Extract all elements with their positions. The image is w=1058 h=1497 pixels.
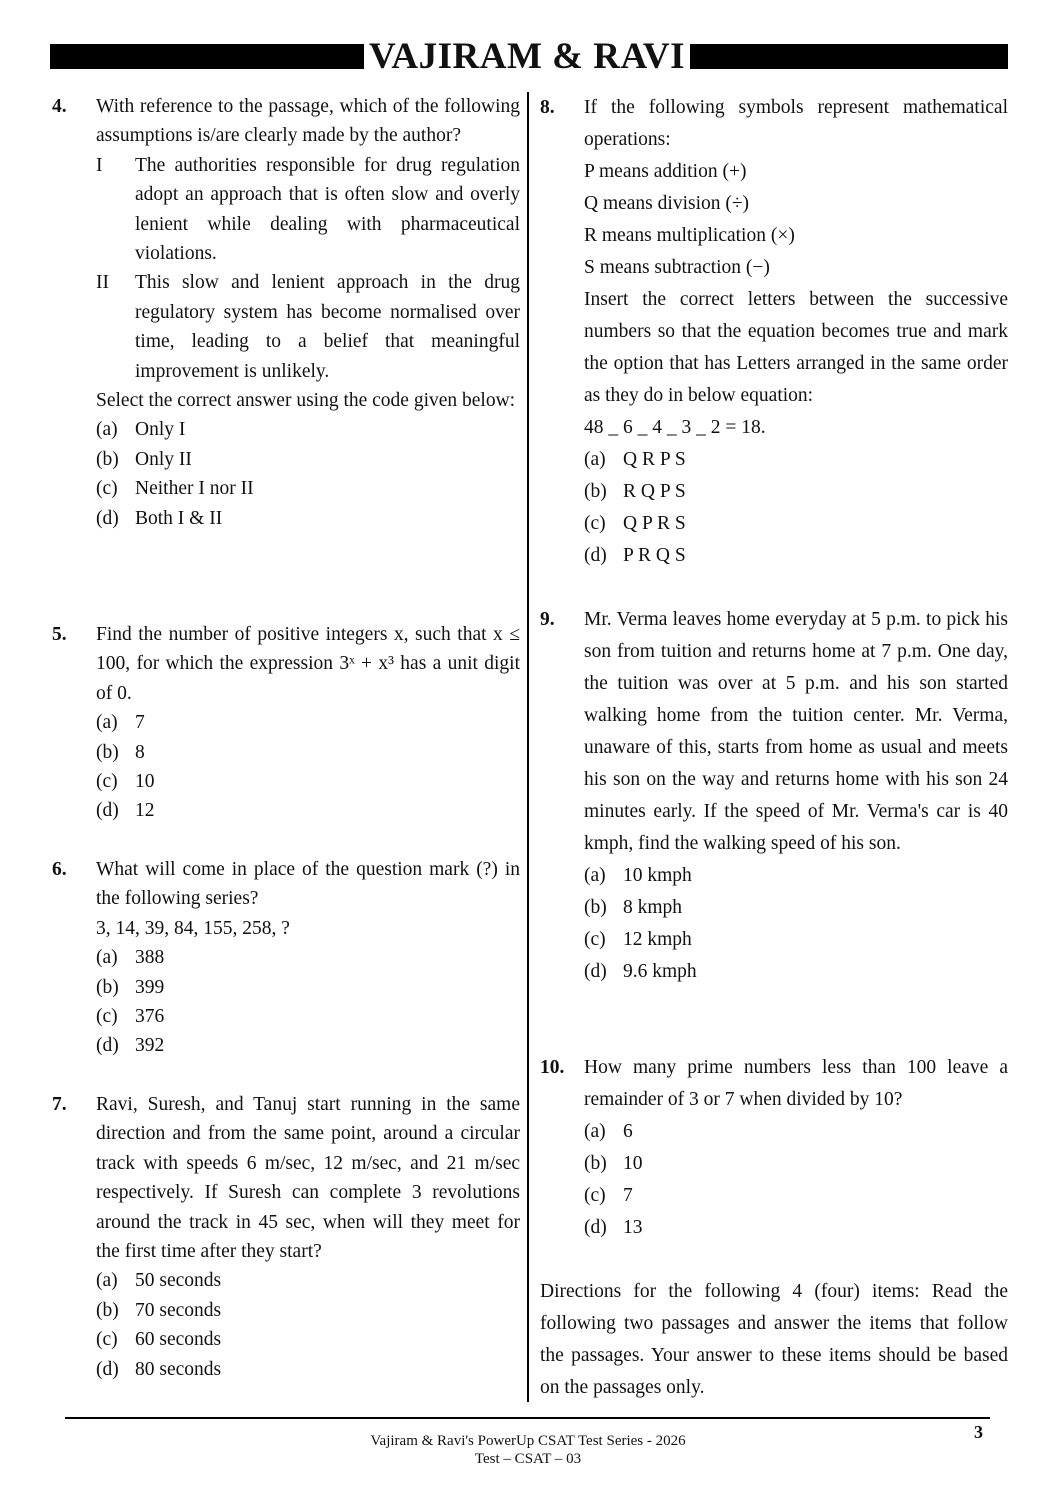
option-text: 50 seconds bbox=[135, 1270, 222, 1292]
question-text: Insert the correct letters between the successive numbers so that the equation becomes true and mark the option that has Letters arranged in the same order as they do in below equation: bbox=[584, 289, 1008, 406]
question-text: S means subtraction (−) bbox=[584, 257, 770, 278]
option-label: (c) bbox=[96, 1329, 118, 1351]
option-d bbox=[96, 1355, 520, 1384]
option-label: (b) bbox=[584, 1153, 607, 1174]
option-text: R Q P S bbox=[623, 481, 686, 502]
option-label: (a) bbox=[96, 1270, 118, 1292]
option-text: Only I bbox=[135, 419, 186, 441]
option-text: Only II bbox=[135, 448, 192, 470]
option-b bbox=[584, 1148, 1008, 1180]
option-label: (d) bbox=[96, 507, 119, 529]
option-text: Q R P S bbox=[623, 449, 686, 470]
option-label: (a) bbox=[96, 419, 118, 441]
option-text: 7 bbox=[135, 712, 145, 734]
question-9 bbox=[538, 604, 1008, 988]
footer-series: Vajiram & Ravi's PowerUp CSAT Test Series - 2026 bbox=[370, 1433, 686, 1449]
option-label: (d) bbox=[584, 545, 607, 566]
question-body bbox=[96, 92, 520, 533]
option-b bbox=[96, 973, 520, 1002]
option-text: 10 bbox=[135, 771, 155, 793]
question-body bbox=[584, 604, 1008, 988]
question-body bbox=[96, 1090, 520, 1384]
option-b bbox=[96, 445, 520, 474]
question-number: 8. bbox=[540, 97, 555, 118]
option-label: (b) bbox=[584, 481, 607, 502]
option-c bbox=[96, 474, 520, 503]
option-text: 7 bbox=[623, 1185, 633, 1206]
option-d bbox=[96, 504, 520, 533]
option-label: (b) bbox=[96, 1299, 119, 1321]
option-text: 12 bbox=[135, 800, 155, 822]
option-label: (c) bbox=[96, 771, 118, 793]
option-b bbox=[96, 1296, 520, 1325]
header-bar-left bbox=[50, 44, 364, 69]
option-text: Both I & II bbox=[135, 507, 223, 529]
question-number: 5. bbox=[52, 624, 67, 645]
directions-text: Directions for the following 4 (four) items: Read the following two passages and answer the items that follow the passages. Your answer to these items should be based on the passages only. bbox=[540, 1281, 1008, 1398]
option-a bbox=[96, 943, 520, 972]
option-text: 8 kmph bbox=[623, 897, 683, 918]
option-label: (a) bbox=[584, 865, 606, 886]
option-text: 10 bbox=[623, 1153, 643, 1174]
question-instruction: Select the correct answer using the code given below: bbox=[96, 390, 516, 412]
question-number: 4. bbox=[52, 96, 67, 117]
footer-test: Test – CSAT – 03 bbox=[474, 1451, 582, 1467]
option-label: (d) bbox=[96, 1358, 119, 1380]
option-d bbox=[584, 1212, 1008, 1244]
question-number: 10. bbox=[540, 1057, 565, 1078]
question-5 bbox=[50, 620, 520, 826]
option-label: (c) bbox=[584, 1185, 606, 1206]
option-label: (c) bbox=[584, 929, 606, 950]
option-label: (b) bbox=[584, 897, 607, 918]
statement bbox=[96, 151, 520, 269]
question-6 bbox=[50, 855, 520, 1061]
question-text: Find the number of positive integers x, such that x ≤ 100, for which the expression 3ˣ + x³ has a unit digit of 0. bbox=[96, 624, 520, 704]
question-text: What will come in place of the question mark (?) in the following series? bbox=[96, 859, 520, 910]
option-a bbox=[584, 860, 1008, 892]
option-label: (a) bbox=[584, 449, 606, 470]
option-text: 392 bbox=[135, 1035, 165, 1057]
footer-rule bbox=[65, 1417, 990, 1419]
question-text: How many prime numbers less than 100 leave a remainder of 3 or 7 when divided by 10? bbox=[584, 1057, 1008, 1110]
question-number: 9. bbox=[540, 609, 555, 630]
statement-label: II bbox=[96, 272, 109, 294]
question-text: Q means division (÷) bbox=[584, 193, 750, 214]
option-label: (d) bbox=[584, 1217, 607, 1238]
question-10 bbox=[538, 1052, 1008, 1244]
option-text: 10 kmph bbox=[623, 865, 692, 886]
option-label: (c) bbox=[96, 478, 118, 500]
option-label: (b) bbox=[96, 741, 119, 763]
option-d bbox=[584, 540, 1008, 572]
option-label: (a) bbox=[96, 712, 118, 734]
option-a bbox=[584, 1116, 1008, 1148]
option-label: (b) bbox=[96, 448, 119, 470]
option-label: (c) bbox=[96, 1006, 118, 1028]
option-a bbox=[96, 415, 520, 444]
option-c bbox=[96, 1002, 520, 1031]
option-a bbox=[584, 444, 1008, 476]
question-text: R means multiplication (×) bbox=[584, 225, 795, 246]
question-number: 7. bbox=[52, 1094, 67, 1115]
option-text: Q P R S bbox=[623, 513, 686, 534]
option-a bbox=[96, 708, 520, 737]
header-bar-right bbox=[690, 44, 1008, 69]
header-title: VAJIRAM & RAVI bbox=[368, 36, 686, 77]
option-text: 60 seconds bbox=[135, 1329, 222, 1351]
option-d bbox=[584, 956, 1008, 988]
option-c bbox=[584, 924, 1008, 956]
option-c bbox=[584, 1180, 1008, 1212]
option-text: 13 bbox=[623, 1217, 643, 1238]
option-text: 399 bbox=[135, 976, 165, 998]
question-text: If the following symbols represent mathematical operations: bbox=[584, 97, 1008, 150]
option-d bbox=[96, 1031, 520, 1060]
page-number: 3 bbox=[974, 1422, 983, 1442]
option-label: (c) bbox=[584, 513, 606, 534]
question-body bbox=[584, 1052, 1008, 1244]
option-text: 376 bbox=[135, 1006, 165, 1028]
option-a bbox=[96, 1266, 520, 1295]
question-body bbox=[584, 92, 1008, 572]
option-label: (d) bbox=[96, 1035, 119, 1057]
question-7 bbox=[50, 1090, 520, 1384]
option-label: (d) bbox=[96, 800, 119, 822]
option-text: P R Q S bbox=[623, 545, 686, 566]
question-text: Ravi, Suresh, and Tanuj start running in the same direction and from the same point, around a circular track with speeds 6 m/sec, 12 m/sec, and 21 m/sec respectively. If Suresh can complete 3 revolutions around the track in 45 sec, when will they meet for the first time after they start? bbox=[96, 1094, 520, 1263]
option-b bbox=[584, 892, 1008, 924]
option-text: 80 seconds bbox=[135, 1358, 222, 1380]
option-d bbox=[96, 796, 520, 825]
column-divider bbox=[527, 92, 529, 1402]
question-number: 6. bbox=[52, 859, 67, 880]
option-text: 6 bbox=[623, 1121, 633, 1142]
option-label: (a) bbox=[584, 1121, 606, 1142]
option-text: 12 kmph bbox=[623, 929, 692, 950]
question-text: With reference to the passage, which of the following assumptions is/are clearly made by the author? bbox=[96, 96, 520, 147]
option-text: 70 seconds bbox=[135, 1299, 222, 1321]
option-label: (a) bbox=[96, 947, 118, 969]
option-text: 388 bbox=[135, 947, 165, 969]
option-label: (d) bbox=[584, 961, 607, 982]
statement bbox=[96, 268, 520, 386]
option-c bbox=[96, 767, 520, 796]
option-label: (b) bbox=[96, 976, 119, 998]
statement-text: The authorities responsible for drug regulation adopt an approach that is often slow and overly lenient while dealing with pharmaceutical violations. bbox=[135, 154, 520, 265]
option-c bbox=[96, 1325, 520, 1354]
question-body bbox=[96, 855, 520, 1061]
question-text: Mr. Verma leaves home everyday at 5 p.m. to pick his son from tuition and returns home at 7 p.m. One day, the tuition was over at 5 p.m. and his son started walking home from the tuition center. Mr. Verma, unaware of this, starts from home as usual and meets his son on the way and returns home with his son 24 minutes early. If the speed of Mr. Verma's car is 40 kmph, find the walking speed of his son. bbox=[584, 609, 1008, 854]
option-text: Neither I nor II bbox=[135, 478, 254, 500]
option-b bbox=[584, 476, 1008, 508]
statement-label: I bbox=[96, 154, 103, 176]
question-text: 3, 14, 39, 84, 155, 258, ? bbox=[96, 917, 290, 939]
option-b bbox=[96, 738, 520, 767]
question-text: 48 _ 6 _ 4 _ 3 _ 2 = 18. bbox=[584, 417, 766, 438]
statement-text: This slow and lenient approach in the drug regulatory system has become normalised over time, leading to a belief that meaningful improvement is unlikely. bbox=[135, 272, 520, 382]
question-text: P means addition (+) bbox=[584, 161, 747, 182]
option-c bbox=[584, 508, 1008, 540]
question-4 bbox=[50, 92, 520, 533]
question-8 bbox=[538, 92, 1008, 572]
option-text: 8 bbox=[135, 741, 145, 763]
question-body bbox=[96, 620, 520, 826]
option-text: 9.6 kmph bbox=[623, 961, 697, 982]
